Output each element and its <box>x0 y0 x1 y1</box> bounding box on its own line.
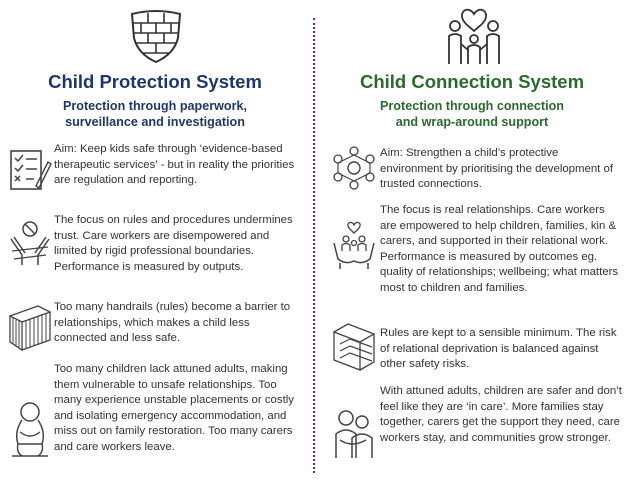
lonely-child-icon <box>8 398 52 460</box>
left-title: Child Protection System <box>48 71 262 92</box>
right-title: Child Connection System <box>359 71 585 92</box>
child-protection-column <box>0 0 310 481</box>
hugging-people-icon <box>332 408 376 460</box>
left-subtitle <box>0 98 310 130</box>
restricted-hands-icon <box>8 219 52 267</box>
left-subtitle-line2: surveillance and investigation <box>65 115 245 129</box>
column-divider <box>313 18 315 473</box>
family-heart-icon <box>444 6 504 66</box>
brick-shield-icon <box>126 8 186 66</box>
left-subtitle-line1: Protection through paperwork, <box>62 99 248 113</box>
right-subtitle <box>318 98 626 130</box>
right-subtitle-line2: and wrap-around support <box>395 115 549 129</box>
left-item-attuned-text: Too many children lack attuned adults, making them vulnerable to unsafe relationships. Too many experience unstable placements or costly and isolating emergency accommodation, and miss out on family restoration. Too many carers and care workers leave. <box>54 363 294 453</box>
handrail-barrier-icon <box>8 302 52 354</box>
right-item-aim-text: Aim: Strengthen a child’s protective environment by prioritising the development of trusted connections. <box>380 147 614 190</box>
left-item-aim-text: Aim: Keep kids safe through ‘evidence-based therapeutic services’ - but in reality the priorities are regulation and reporting. <box>54 143 295 186</box>
right-item-rules-text: Rules are kept to a sensible minimum. The risk of relational deprivation is balanced against other safety risks. <box>380 327 617 370</box>
left-item-focus-text: The focus on rules and procedures undermines trust. Care workers are disempowered and limited by rigid professional boundaries. Performance is measured by outputs. <box>54 214 293 273</box>
steps-icon <box>332 320 376 372</box>
checklist-icon <box>8 148 52 192</box>
right-subtitle-line1: Protection through connection <box>380 99 564 113</box>
left-item-handrails-text: Too many handrails (rules) become a barrier to relationships, which makes a child less connected and less safe. <box>54 301 291 344</box>
family-in-hands-icon <box>332 219 376 273</box>
right-item-attuned-text: With attuned adults, children are safer and don’t feel like they are ‘in care’. More families stay together, carers get the support they need, care workers stay, and communities grow stronger. <box>380 385 622 444</box>
right-item-focus-text: The focus is real relationships. Care workers are empowered to help children, families, kin & carers, and supported in their relational work. Performance is measured by outcomes eg. quality of relationships; wellbeing; what matters most to children and families. <box>380 204 619 294</box>
network-people-icon <box>332 146 376 190</box>
child-connection-column <box>318 0 626 481</box>
